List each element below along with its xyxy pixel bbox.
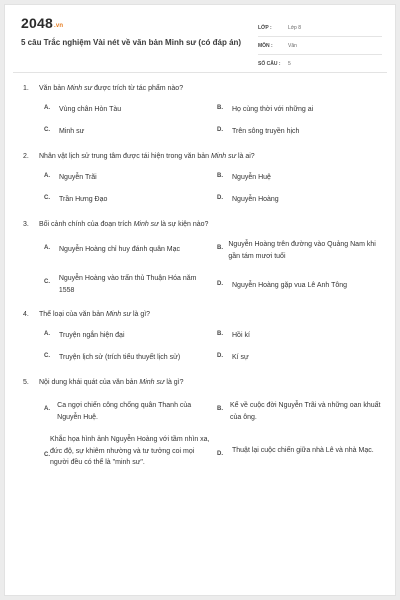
question-stem (23, 379, 184, 386)
option-letter: A. (44, 105, 50, 111)
question-text: Văn bản Minh sư được trích từ tác phẩm nào? (39, 85, 184, 92)
option-b[interactable] (217, 105, 385, 114)
meta-row-class (258, 19, 382, 37)
site-logo[interactable] (21, 15, 63, 31)
question-stem (23, 311, 150, 318)
meta-value: 5 (288, 60, 291, 67)
option-letter: C. (44, 195, 50, 201)
option-letter: C. (44, 127, 50, 133)
option-b[interactable] (217, 400, 385, 423)
option-text: Trần Hưng Đạo (59, 196, 108, 203)
option-text: Vùng chân Hòn Tàu (59, 106, 122, 113)
option-letter: D. (217, 195, 223, 201)
header-divider (13, 72, 387, 73)
meta-label: LỚP : (258, 24, 272, 31)
page-title: 5 câu Trắc nghiệm Vài nét về văn bản Minh sư (có đáp án) (21, 38, 242, 47)
question-number: 2. (23, 153, 29, 160)
option-letter: C. (44, 279, 50, 285)
option-text: Họ cùng thời với những ai (232, 106, 314, 113)
option-d[interactable] (217, 445, 385, 457)
option-b[interactable] (217, 331, 385, 340)
meta-label: SỐ CÂU : (258, 60, 281, 67)
option-a[interactable] (44, 400, 212, 423)
option-c[interactable] (44, 353, 212, 362)
question-number: 3. (23, 221, 29, 228)
option-text: Nguyễn Hoàng gặp vua Lê Anh Tông (232, 282, 348, 289)
logo-main: 2048 (21, 15, 53, 31)
worksheet-page (4, 4, 396, 596)
option-letter: B. (217, 245, 223, 251)
option-a[interactable] (44, 331, 212, 340)
question-text: Bối cảnh chính của đoạn trích Minh sư là sự kiện nào? (39, 221, 209, 228)
worksheet-header (5, 5, 395, 75)
option-d[interactable] (217, 195, 385, 204)
option-text: Nguyễn Hoàng trên đường vào Quảng Nam khi gần tám mươi tuổi (228, 241, 376, 260)
option-a[interactable] (44, 105, 212, 114)
option-text: Minh sư (59, 128, 85, 135)
option-c[interactable] (44, 273, 212, 296)
question-stem (23, 153, 255, 160)
option-text: Truyện lịch sử (trích tiểu thuyết lịch sử) (59, 354, 181, 361)
option-letter: C. (44, 353, 50, 359)
option-a[interactable] (44, 245, 212, 254)
option-text: Ca ngợi chiến công chống quân Thanh của Nguyễn Huệ. (57, 402, 192, 421)
option-a[interactable] (44, 173, 212, 182)
option-letter: B. (217, 331, 223, 337)
question-stem (23, 221, 208, 228)
logo-suffix: .vn (53, 23, 64, 29)
option-letter: A. (44, 245, 50, 251)
question-text: Thể loại của văn bản Minh sư là gì? (39, 311, 151, 318)
option-text: Truyện ngắn hiện đại (59, 332, 125, 339)
option-text: Nguyễn Hoàng chỉ huy đánh quân Mạc (59, 246, 181, 253)
question-number: 5. (23, 379, 29, 386)
option-text: Nguyễn Trãi (59, 174, 97, 181)
option-letter: D. (217, 127, 223, 133)
option-c[interactable] (44, 127, 212, 136)
option-text: Hồi kí (232, 332, 250, 339)
option-letter: D. (217, 281, 223, 287)
worksheet-meta (258, 19, 382, 73)
option-d[interactable] (217, 127, 385, 136)
meta-row-count (258, 55, 382, 73)
question-text: Nội dung khái quát của văn bản Minh sư là gì? (39, 379, 184, 386)
option-b[interactable] (217, 173, 385, 182)
option-letter: B. (217, 173, 223, 179)
option-d[interactable] (217, 353, 385, 362)
option-text: Thuật lại cuộc chiến giữa nhà Lê và nhà Mạc. (232, 447, 374, 454)
option-letter: A. (44, 173, 50, 179)
option-d[interactable] (217, 281, 385, 290)
option-text: Nguyễn Hoàng vào trấn thủ Thuận Hóa năm 1558 (58, 275, 197, 294)
meta-row-subject (258, 37, 382, 55)
option-text: Trên sông truyền hịch (232, 128, 300, 135)
option-letter: D. (217, 451, 223, 457)
question-stem (23, 85, 183, 92)
meta-label: MÔN : (258, 42, 273, 49)
option-text: Kể về cuộc đời Nguyễn Trãi và những oan khuất của ông. (229, 402, 381, 421)
option-b[interactable] (217, 239, 385, 262)
meta-value: Văn (288, 42, 297, 49)
option-letter: A. (44, 331, 50, 337)
option-c[interactable] (44, 434, 212, 469)
question-number: 4. (23, 311, 29, 318)
option-letter: B. (217, 406, 223, 412)
option-text: Nguyễn Hoàng (232, 196, 279, 203)
option-text: Kí sự (232, 354, 249, 361)
meta-value: Lớp 8 (288, 24, 302, 31)
option-c[interactable] (44, 195, 212, 204)
question-text: Nhân vật lịch sử trung tâm được tái hiện trong văn bản Minh sư là ai? (39, 153, 255, 160)
option-letter: C. (44, 452, 50, 458)
question-number: 1. (23, 85, 29, 92)
option-letter: D. (217, 353, 223, 359)
option-text: Nguyễn Huệ (232, 174, 271, 181)
option-letter: A. (44, 406, 50, 412)
option-text: Khắc họa hình ảnh Nguyễn Hoàng với tầm nhìn xa, đức độ, sự khiêm nhường và tư tưởng coi mọi người đều có thể là "minh sư". (50, 436, 210, 466)
option-letter: B. (217, 105, 223, 111)
